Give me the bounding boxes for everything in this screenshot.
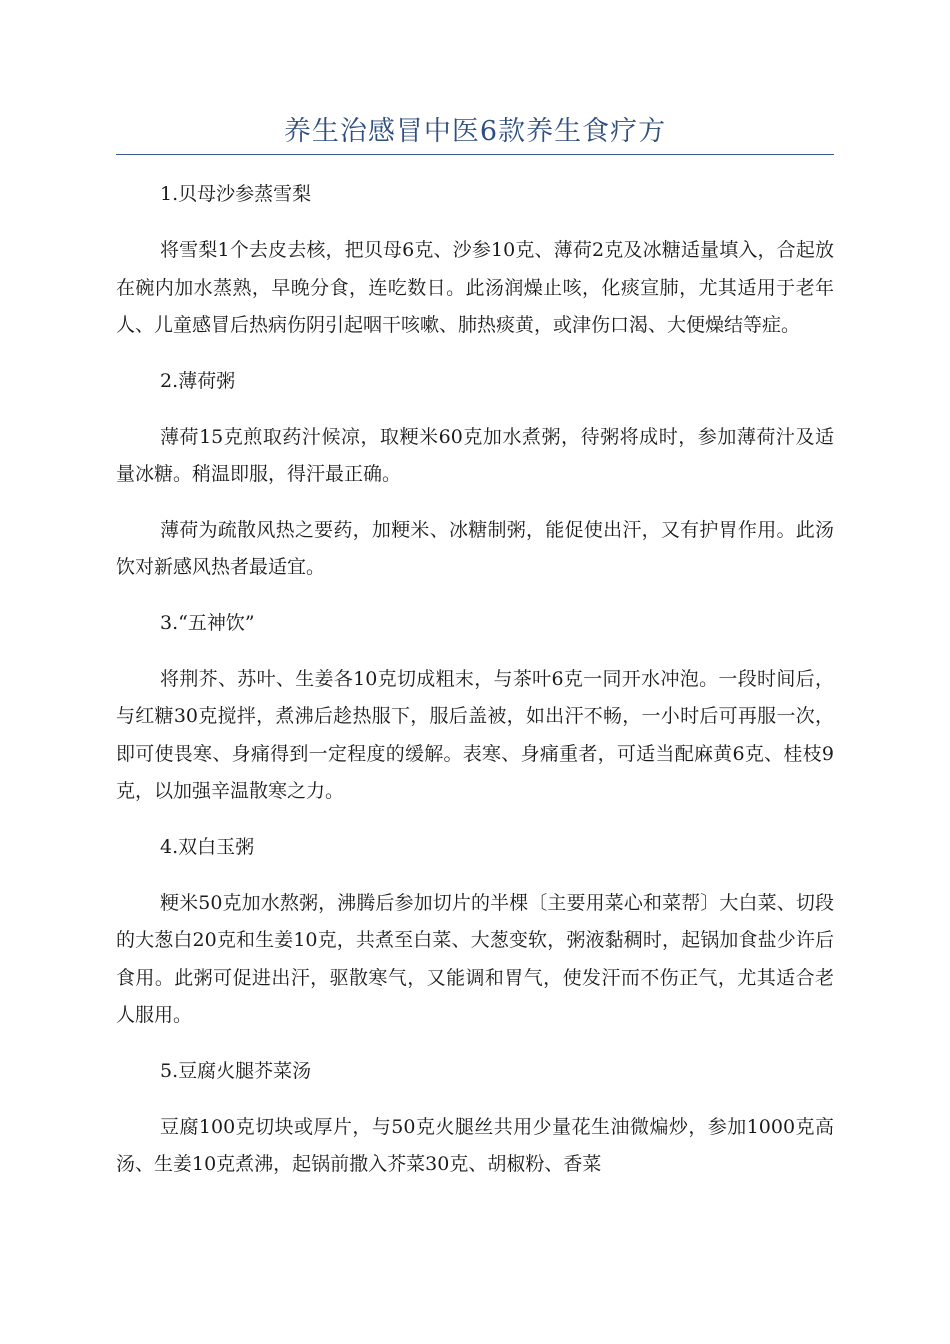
section-paragraph: 将雪梨1个去皮去核，把贝母6克、沙参10克、薄荷2克及冰糖适量填入，合起放在碗内加水蒸熟，早晚分食，连吃数日。此汤润燥止咳，化痰宣肺，尤其适用于老年人、儿童感冒后热病伤阴引起咽干咳嗽、肺热痰黄，或津伤口渴、大便燥结等症。: [116, 239, 834, 336]
section-heading: 5.豆腐火腿芥菜汤: [160, 1059, 312, 1082]
section-paragraph: 薄荷为疏散风热之要药，加粳米、冰糖制粥，能促使出汗，又有护胃作用。此汤饮对新感风热者最适宜。: [116, 518, 834, 578]
section-paragraph: 豆腐100克切块或厚片，与50克火腿丝共用少量花生油微煸炒，参加1000克高汤、生姜10克煮沸，起锅前撒入芥菜30克、胡椒粉、香菜: [116, 1115, 834, 1175]
section-heading: 2.薄荷粥: [160, 369, 236, 392]
section-heading: 3.“五神饮”: [160, 611, 255, 634]
document-body: [116, 176, 834, 1202]
section-heading: 1.贝母沙参蒸雪梨: [160, 183, 312, 205]
section-paragraph: 将荆芥、苏叶、生姜各10克切成粗末，与茶叶6克一同开水冲泡。一段时间后，与红糖30克搅拌，煮沸后趁热服下，服后盖被，如出汗不畅，一小时后可再服一次，即可使畏寒、身痛得到一定程度的缓解。表寒、身痛重者，可适当配麻黄6克、桂枝9克，以加强辛温散寒之力。: [116, 667, 834, 802]
document-title: 养生治感冒中医6款养生食疗方: [283, 116, 667, 147]
section-paragraph: 薄荷15克煎取药汁候凉，取粳米60克加水煮粥，待粥将成时，参加薄荷汁及适量冰糖。稍温即服，得汗最正确。: [116, 425, 834, 485]
title-underline: [116, 154, 834, 155]
section-paragraph: 粳米50克加水熬粥，沸腾后参加切片的半棵〔主要用菜心和菜帮〕大白菜、切段的大葱白20克和生姜10克，共煮至白菜、大葱变软，粥液黏稠时，起锅加食盐少许后食用。此粥可促进出汗，驱散寒气，又能调和胃气，使发汗而不伤正气，尤其适合老人服用。: [116, 891, 834, 1026]
section-heading: 4.双白玉粥: [160, 835, 255, 858]
